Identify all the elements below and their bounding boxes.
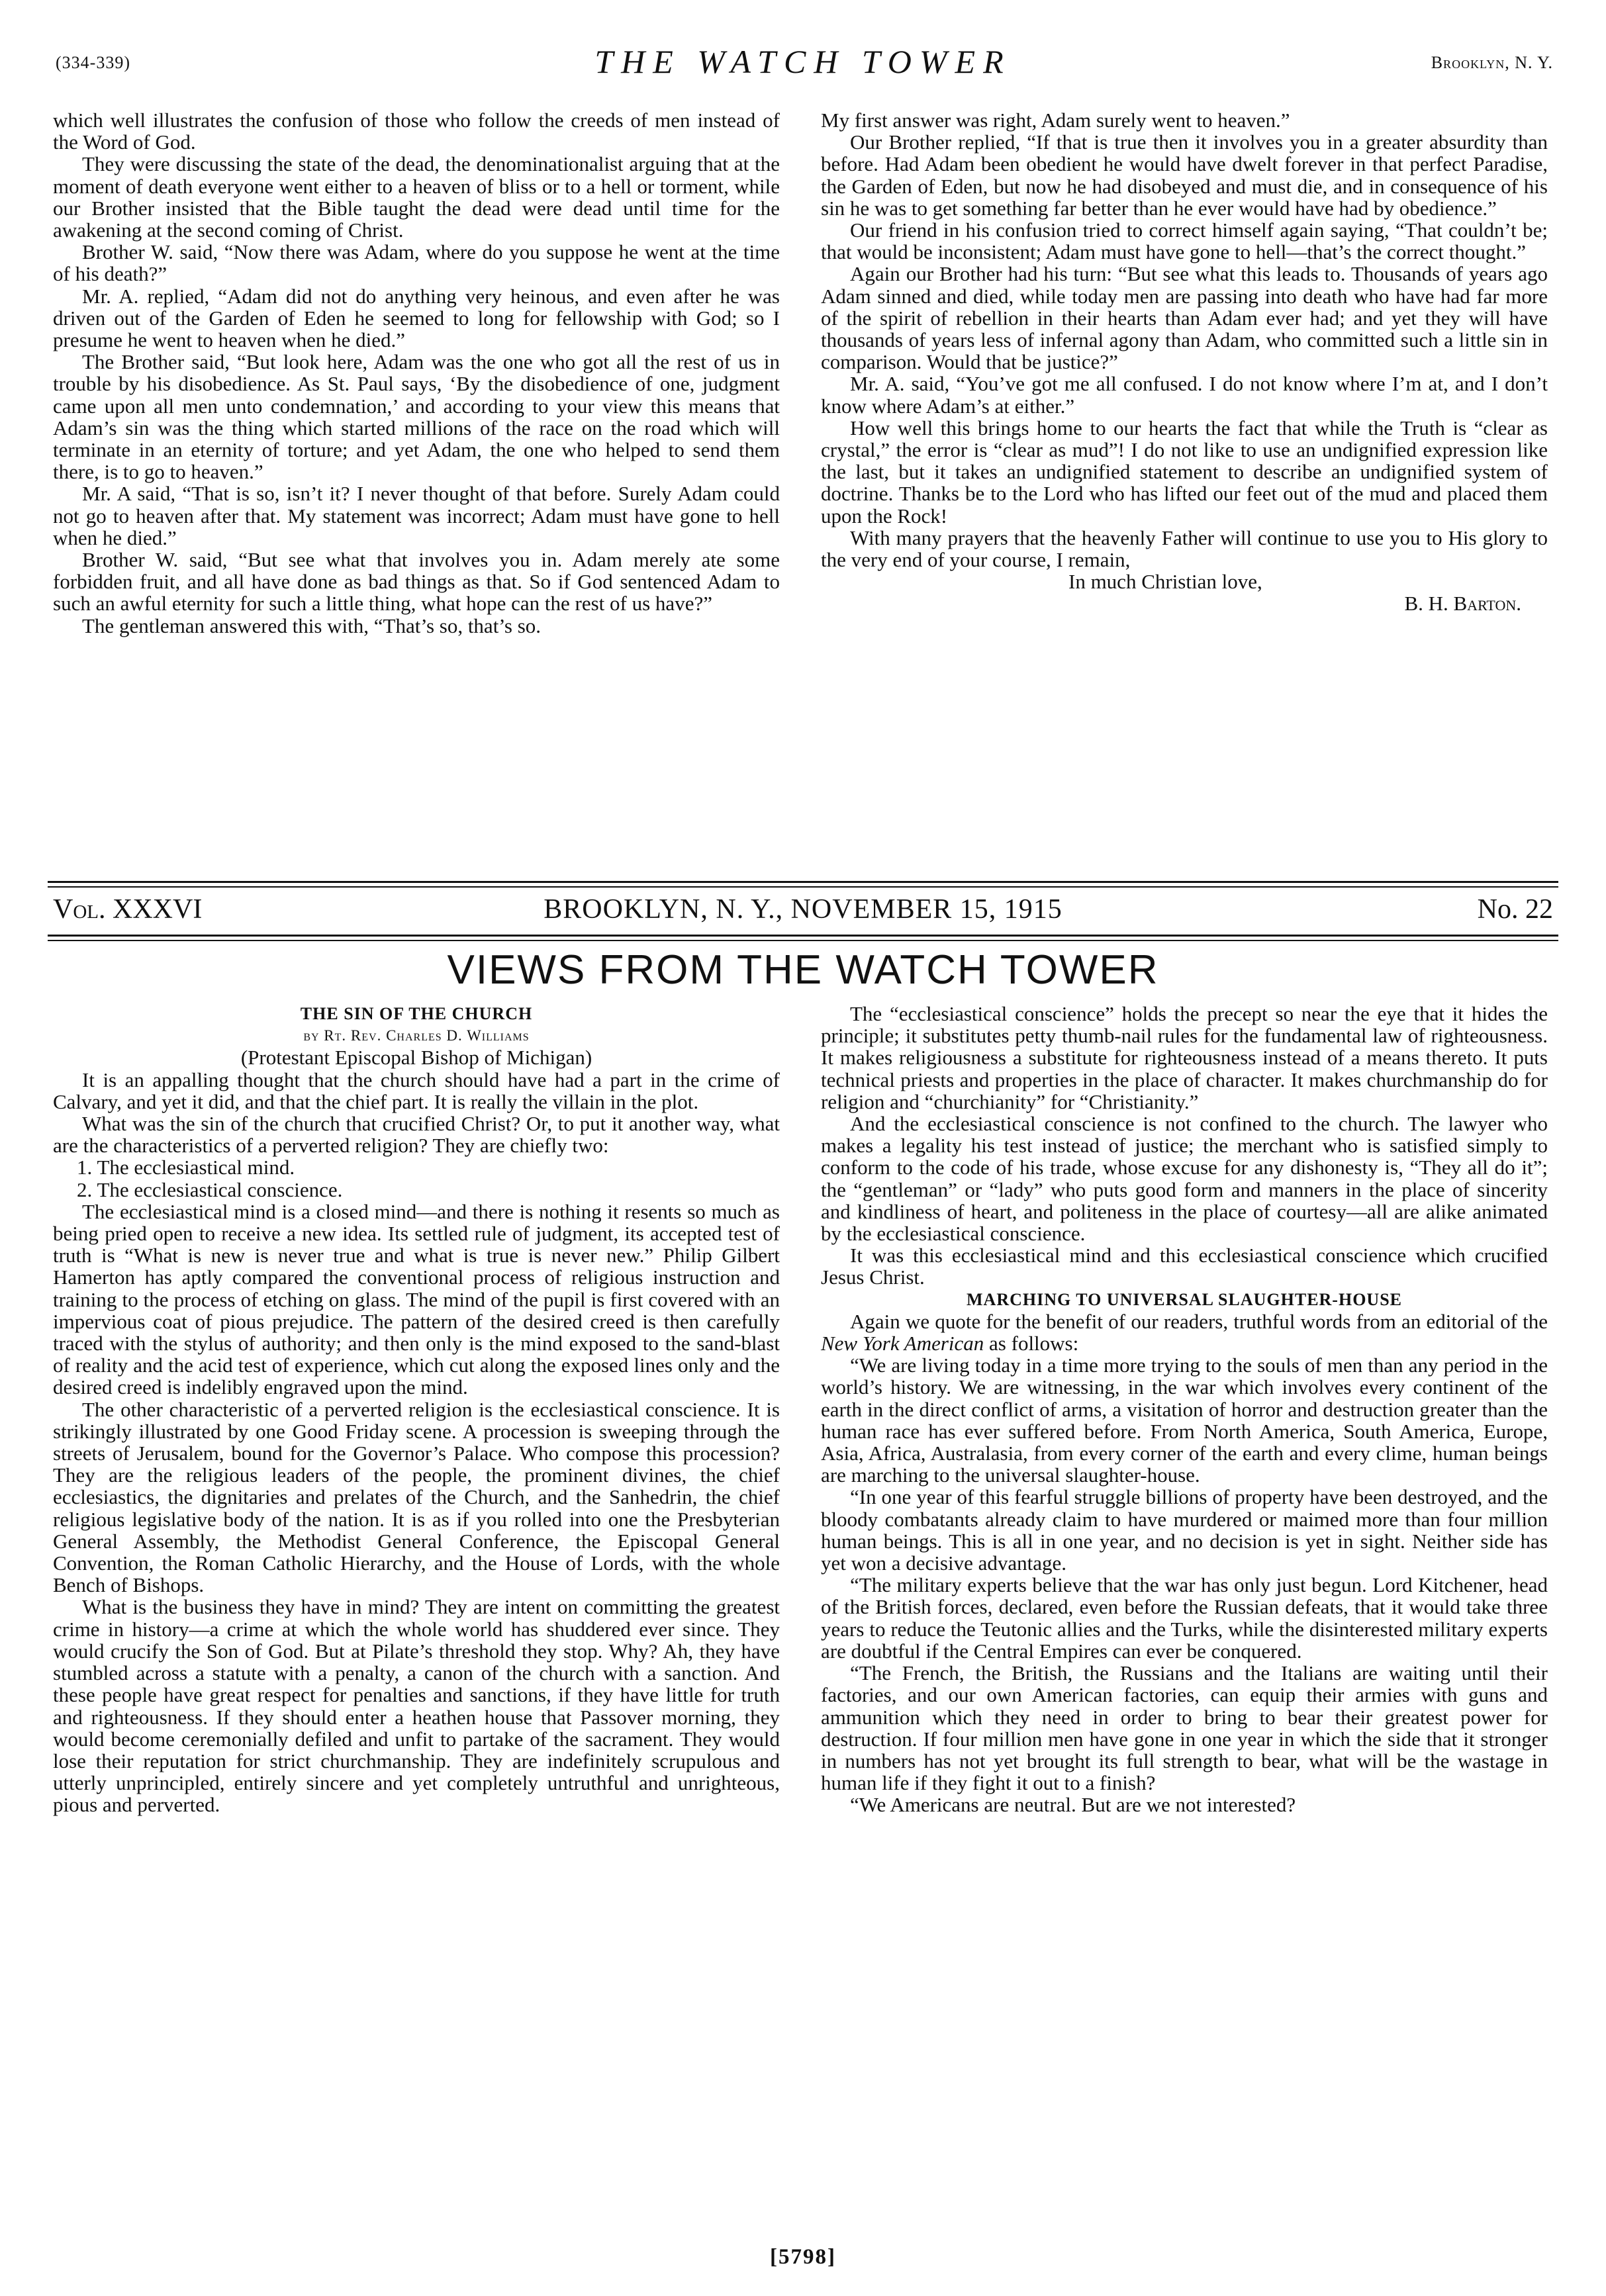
masthead-rule-top	[48, 881, 1558, 883]
page-range: (334-339)	[56, 53, 130, 72]
letter-paragraph: Our Brother replied, “If that is true then it involves you in a greater absurdity than before. Had Adam been obedient he would have dwelt forever in that perfect Paradise, the Garden of Eden, but now he had disobeyed and must die, and in consequence of his sin he was to get something far better than he ever would have had by obedience.”	[821, 130, 1548, 220]
article-paragraph: It is an appalling thought that the church should have had a part in the crime of Calvary, and yet it did, and that the chief part. It is really the villain in the plot.	[53, 1068, 780, 1113]
letter-paragraph: Again our Brother had his turn: “But see what this leads to. Thousands of years ago Adam sinned and died, while today men are passing into death who have had far more of the spirit of rebellion in their hearts than Adam ever had; and yet they will have thousands of years less of infernal agony than Adam, who committed such a little sin in comparison. Would that be justice?”	[821, 262, 1548, 374]
running-header	[48, 42, 1558, 89]
volume-number: Vol. XXXVI	[53, 894, 203, 925]
article-byline: by Rt. Rev. Charles D. Williams	[303, 1027, 530, 1044]
letter-paragraph: Mr. A. said, “You’ve got me all confused. I do not know where I’m at, and I don’t know where Adam’s at either.”	[821, 372, 1548, 418]
letter-paragraph: How well this brings home to our hearts the fact that while the Truth is “clear as crystal,” the error is “clear as mud”! I do not like to use an undignified expression like the last, but it takes an undignified statement to describe an undignified system of doctrine. Thanks be to the Lord who has lifted our feet out of the mud and placed them upon the Rock!	[821, 416, 1548, 528]
letter-paragraph: They were discussing the state of the dead, the denominationalist arguing that at the moment of death everyone went either to a heaven of bliss or to a hell or torment, while our Brother insisted that the Bible taught the dead were dead until time for the awakening at the second coming of Christ.	[53, 152, 780, 242]
letter-signature: B. H. Barton.	[1404, 592, 1521, 616]
list-item: 1. The ecclesiastical mind.	[77, 1156, 295, 1179]
article-paragraph: The other characteristic of a perverted religion is the ecclesiastical conscience. It is strikingly illustrated by one Good Friday scene. A procession is sweeping through the streets of Jerusalem, bound for the Governor’s Palace. Who compose this procession? They are the religious leaders of the people, the prominent divines, the chief ecclesiastics, the dignitaries and prelates of the Church, and the Sanhedrin, the chief religious legislative body of the nation. It is as if you rolled into one the Presbyterian General Assembly, the Methodist General Conference, the Episcopal General Convention, the Roman Catholic Hierarchy, and the House of Lords, with the whole Bench of Bishops.	[53, 1397, 780, 1597]
article-paragraph: “The military experts believe that the war has only just begun. Lord Kitchener, head of the British forces, declared, even before the Russian defeats, that it would take three years to reduce the Teutonic allies and the Turks, while the disinterested military experts are doubtful if the Central Empires can ever be conquered.	[821, 1573, 1548, 1663]
article-paragraph: And the ecclesiastical conscience is not confined to the church. The lawyer who makes a legality his test instead of justice; the merchant who is satisfied simply to conform to the code of his trade, whose excuse for any dishonesty is, “They all do it”; the “gentleman” or “lady” who puts good form and manners in the place of sincerity and kindliness of heart, and politeness in the place of courtesy—all are alike animated by the ecclesiastical conscience.	[821, 1112, 1548, 1246]
article-paragraph: “We are living today in a time more trying to the souls of men than any period in the world’s history. We are witnessing, in the war which involves every continent of the earth in the direct conflict of arms, a visitation of horror and destruction greater than the human race has ever suffered before. From North America, South America, Europe, Asia, Africa, Australasia, from every corner of the earth and every clime, human beings are marching to the universal slaughter-house.	[821, 1354, 1548, 1487]
article-paragraph: The “ecclesiastical conscience” holds the precept so near the eye that it hides the principle; it substitutes petty thumb-nail rules for the fundamental law of righteousness. It makes religiousness a substitute for righteousness instead of a means thereto. It puts technical priests and properties in the place of character. It makes churchmanship do for religion and “churchianity” for “Christianity.”	[821, 1002, 1548, 1113]
quote-intro: Again we quote for the benefit of our readers, truthful words from an editorial of the	[850, 1309, 1548, 1333]
letter-column-right	[821, 109, 1548, 615]
journal-title: THE WATCH TOWER	[594, 43, 1012, 80]
letter-paragraph: Mr. A said, “That is so, isn’t it? I never thought of that before. Surely Adam could not go to heaven after that. My statement was incorrect; Adam must have gone to hell when he died.”	[53, 482, 780, 549]
page-folio: [5798]	[770, 2245, 836, 2269]
letter-signoff	[821, 571, 1548, 614]
letter-paragraph: Brother W. said, “Now there was Adam, where do you suppose he went at the time of his death?”	[53, 240, 780, 286]
letter-paragraph: Our friend in his confusion tried to correct himself again saying, “That couldn’t be; that would be inconsistent; Adam must have gone to hell—that’s the correct thought.”	[821, 218, 1548, 264]
issue-number: No. 22	[1477, 894, 1553, 925]
masthead-rule-bottom-thin	[48, 940, 1558, 941]
article-paragraph: “In one year of this fearful struggle billions of property have been destroyed, and the bloody combatants already claim to have murdered or maimed more than four million human beings. This is all in one year, and no decision is yet in sight. Neither side has yet won a decisive advantage.	[821, 1485, 1548, 1575]
article-column-left	[53, 1003, 780, 1816]
letter-paragraph: which well illustrates the confusion of those who follow the creeds of men instead of the Word of God.	[53, 109, 780, 154]
issue-dateline: BROOKLYN, N. Y., NOVEMBER 15, 1915	[543, 894, 1063, 925]
letter-paragraph: Mr. A. replied, “Adam did not do anything very heinous, and even after he was driven out of the Garden of Eden he seemed to long for fellowship with God; so I presume he went to heaven when he died.”	[53, 284, 780, 352]
section-title: VIEWS FROM THE WATCH TOWER	[447, 947, 1159, 993]
article-column-right	[821, 1003, 1548, 1816]
list-item: 2. The ecclesiastical conscience.	[77, 1177, 343, 1201]
letter-paragraph: With many prayers that the heavenly Father will continue to use you to His glory to the very end of your course, I remain,	[821, 526, 1548, 572]
article-title: THE SIN OF THE CHURCH	[300, 1004, 533, 1023]
letter-paragraph: The gentleman answered this with, “That’s so, that’s so.	[82, 614, 542, 637]
letter-paragraph: The Brother said, “But look here, Adam was the one who got all the rest of us in trouble by his disobedience. As St. Paul says, ‘By the disobedience of one, judgment came upon all men unto condemnation,’ and according to your view this means that Adam’s sin was the thing which started millions of the race on the road which will terminate in an eternity of torture; and yet Adam, the one who helped to send them there, is to go to heaven.”	[53, 350, 780, 484]
publication-location: Brooklyn, N. Y.	[1431, 53, 1553, 72]
article-paragraph: What was the sin of the church that crucified Christ? Or, to put it another way, what are the characteristics of a perverted religion? They are chiefly two:	[53, 1112, 780, 1158]
issue-line	[53, 894, 1553, 931]
letter-column-left	[53, 109, 780, 637]
article-affiliation: (Protestant Episcopal Bishop of Michigan)	[240, 1046, 592, 1070]
masthead-rule-top-thin	[48, 886, 1558, 888]
masthead-rule-bottom	[48, 935, 1558, 937]
letter-closing: In much Christian love,	[1068, 570, 1262, 594]
newspaper-name: New York American	[821, 1332, 984, 1355]
article-paragraph: What is the business they have in mind? They are intent on committing the greatest crime in history—a crime at which the whole world has shuddered ever since. They would crucify the Son of God. But at Pilate’s threshold they stop. Why? Ah, they have stumbled across a statute with a penalty, a canon of the church with a sanction. And these people have great respect for penalties and sanctions, if they have little for truth and righteousness. If they should enter a heathen house that Passover morning, they would become ceremonially defiled and unfit to partake of the sacrament. They would lose their reputation for strict churchmanship. They are indefinitely scrupulous and utterly unprincipled, entirely sincere and yet completely untruthful and unrighteous, pious and perverted.	[53, 1595, 780, 1817]
article-subtitle: MARCHING TO UNIVERSAL SLAUGHTER-HOUSE	[967, 1289, 1402, 1309]
letter-paragraph: Brother W. said, “But see what that involves you in. Adam merely ate some forbidden fruit, and all have done as bad things as that. So if God sentenced Adam to such an awful eternity for such a little thing, what hope can the rest of us have?”	[53, 548, 780, 616]
article-paragraph: “The French, the British, the Russians and the Italians are waiting until their factories, and our own American factories, can equip their armies with guns and ammunition which they need in order to bring to bear their greatest power for destruction. If four million men have gone in one year in which the side that it stronger in numbers has not yet brought its full strength to bear, what will be the wastage in human life if they fight it out to a finish?	[821, 1661, 1548, 1795]
letter-paragraph: My first answer was right, Adam surely went to heaven.”	[821, 109, 1290, 132]
article-paragraph: It was this ecclesiastical mind and this ecclesiastical conscience which crucified Jesus Christ.	[821, 1244, 1548, 1289]
article-paragraph: The ecclesiastical mind is a closed mind—and there is nothing it resents so much as being pried open to receive a new idea. Its settled rule of judgment, its accepted test of truth is “What is new is never true and what is true is never new.” Philip Gilbert Hamerton has aptly compared the conventional process of religious instruction and training to the process of etching on glass. The mind of the pupil is first covered with an impervious coat of pious prejudice. The pattern of the desired creed is then carefully traced with the stylus of authority; and then only is the mind exposed to the sand-blast of reality and the acid test of experience, which cut along the exposed lines only and the desired creed is indelibly engraved upon the mind.	[53, 1199, 780, 1399]
article-paragraph	[821, 1310, 1548, 1354]
quote-intro-tail: as follows:	[984, 1332, 1079, 1355]
article-paragraph: “We Americans are neutral. But are we not interested?	[850, 1793, 1296, 1817]
